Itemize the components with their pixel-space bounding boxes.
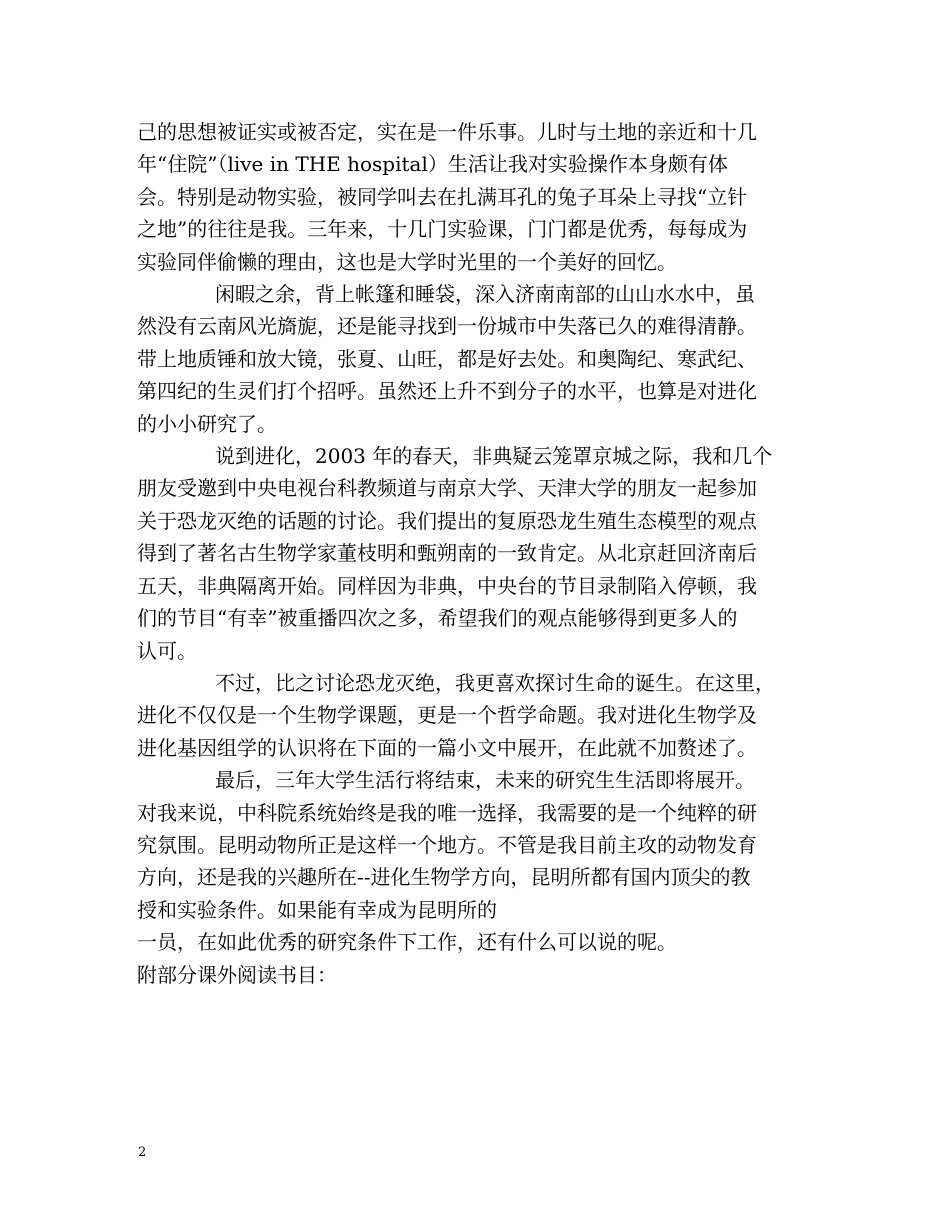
text-line: 关于恐龙灭绝的话题的讨论。我们提出的复原恐龙生殖生态模型的观点 <box>137 508 757 533</box>
text-line: 进化基因组学的认识将在下面的一篇小文中展开，在此就不加赘述了。 <box>137 735 757 760</box>
text-line: 的小小研究了。 <box>137 411 277 436</box>
text-line: 对我来说，中科院系统始终是我的唯一选择，我需要的是一个纯粹的研 <box>137 800 757 825</box>
text-line: 进化不仅仅是一个生物学课题，更是一个哲学命题。我对进化生物学及 <box>137 703 757 728</box>
text-line: 说到进化，2003 年的春天，非典疑云笼罩京城之际，我和几个 <box>215 444 773 469</box>
text-line: 最后，三年大学生活行将结束，未来的研究生生活即将展开。 <box>215 768 755 793</box>
text-line: 不过，比之讨论恐龙灭绝，我更喜欢探讨生命的诞生。在这里， <box>215 670 775 695</box>
text-line: 之地”的往往是我。三年来，十几门实验课，门门都是优秀，每每成为 <box>137 217 748 242</box>
text-line: 授和实验条件。如果能有幸成为昆明所的 <box>137 897 497 922</box>
text-line: 得到了著名古生物学家董枝明和甄朔南的一致肯定。从北京赶回济南后 <box>137 541 757 566</box>
text-line: 一员，在如此优秀的研究条件下工作，还有什么可以说的呢。 <box>137 930 677 955</box>
page-number: 2 <box>138 1145 147 1160</box>
document-body <box>137 116 817 991</box>
text-line: 们的节目“有幸”被重播四次之多，希望我们的观点能够得到更多人的 <box>137 606 738 631</box>
text-line: 附部分课外阅读书目： <box>137 962 337 987</box>
paragraph-closing <box>137 926 817 958</box>
text-line: 第四纪的生灵们打个招呼。虽然还上升不到分子的水平，也算是对进化 <box>137 379 757 404</box>
text-line: 朋友受邀到中央电视台科教频道与南京大学、天津大学的朋友一起参加 <box>137 476 757 501</box>
text-line: 己的思想被证实或被否定，实在是一件乐事。儿时与土地的亲近和十几 <box>137 120 757 144</box>
text-line: 会。特别是动物实验，被同学叫去在扎满耳孔的兔子耳朵上寻找“立针 <box>137 184 748 209</box>
text-line: 实验同伴偷懒的理由，这也是大学时光里的一个美好的回忆。 <box>137 249 677 274</box>
paragraph-conclusion <box>137 764 817 926</box>
paragraph-origin-of-life <box>137 667 817 764</box>
text-line: 年“住院”（live in THE hospital）生活让我对实验操作本身颇有体 <box>137 152 728 177</box>
text-line: 认可。 <box>137 638 197 663</box>
text-line: 究氛围。昆明动物所正是这样一个地方。不管是我目前主攻的动物发育 <box>137 832 757 857</box>
text-line: 然没有云南风光旖旎，还是能寻找到一份城市中失落已久的难得清静。 <box>137 314 757 339</box>
paragraph-leisure <box>137 278 817 440</box>
reading-list-heading <box>137 959 817 991</box>
text-line: 闲暇之余，背上帐篷和睡袋，深入济南南部的山山水水中，虽 <box>215 282 755 307</box>
text-line: 方向，还是我的兴趣所在--进化生物学方向，昆明所都有国内顶尖的教 <box>137 865 751 890</box>
text-line: 五天，非典隔离开始。同样因为非典，中央台的节目录制陷入停顿，我 <box>137 573 757 598</box>
text-line: 带上地质锤和放大镜，张夏、山旺，都是好去处。和奥陶纪、寒武纪、 <box>137 346 757 371</box>
paragraph-evolution <box>137 440 817 667</box>
paragraph-experiments <box>137 116 817 278</box>
